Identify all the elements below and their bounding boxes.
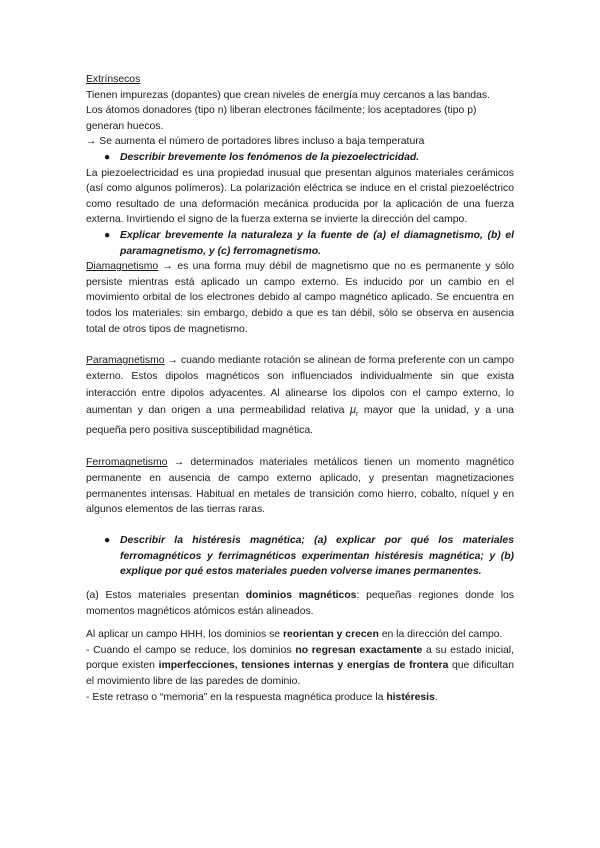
question-magnetismo: ● Explicar brevemente la naturaleza y la fuente de (a) el diamagnetismo, (b) el paramagnetismo, y (c) ferromagnetismo.	[104, 229, 514, 257]
bullet-icon: ●	[104, 535, 111, 547]
paragraph-piezoelectricidad: La piezoelectricidad es una propiedad inusual que presentan algunos materiales cerámicos (así como algunos polímeros). La polarización eléctrica se induce en el cristal piezoeléctrico como resultado de una deformación mecánica producida por la aplicación de una fuerza externa. Invirtiendo el signo de la fuerza externa se invierte la dirección del campo.	[86, 167, 514, 226]
term-diamagnetismo: Diamagnetismo	[86, 261, 159, 273]
paragraph-campo: Al aplicar un campo HHH, los dominios se reorientan y crecen en la dirección del campo.	[86, 629, 503, 641]
bullet-icon: ●	[104, 229, 111, 241]
paragraph-extrinsecos-1: Tienen impurezas (dopantes) que crean niveles de energía muy cercanos a las bandas.	[86, 89, 490, 101]
term-paramagnetismo: Paramagnetismo	[86, 354, 165, 366]
term-ferromagnetismo: Ferromagnetismo	[86, 457, 168, 469]
paragraph-reduccion: - Cuando el campo se reduce, los dominios no regresan exactamente a su estado inicial, porque existen imperfecciones, tensiones internas y energías de frontera que dificultan el movimiento libre de las paredes de dominio.	[86, 644, 515, 688]
paragraph-paramagnetismo: Paramagnetismo → cuando mediante rotación se alinean de forma preferente con un campo externo. Estos dipolos magnéticos son influenciados individualmente sin que exista interacción entre dipolos adyacentes. Al alinearse los dipolos con el campo externo, lo aumentan y dan origen a una permeabilidad relativa $\mu_r$ mayor que la unidad, y a una pequeña pero positiva susceptibilidad magnética.	[86, 354, 514, 437]
paragraph-memoria: - Este retraso o “memoria” en la respuesta magnética produce la histéresis.	[86, 691, 438, 703]
question-piezoelectricidad: ● Describir brevemente los fenómenos de la piezoelectricidad.	[86, 150, 514, 166]
heading-extrinsecos: Extrínsecos	[86, 74, 141, 85]
bullet-icon: ●	[104, 151, 111, 163]
paragraph-diamagnetismo: Diamagnetismo → es una forma muy débil de magnetismo que no es permanente y sólo persiste mientras está aplicado un campo externo. Es inducido por un cambio en el movimiento orbital de los electrones debido al campo magnético aplicado. Se encuentra en todos los materiales: sin embargo, debido a que es tan débil, sólo se observa en ausencia total de otros tipos de magnetismo.	[86, 261, 514, 335]
paragraph-extrinsecos-2: Los átomos donadores (tipo n) liberan electrones fácilmente; los aceptadores (tipo p) generan huecos.	[86, 105, 477, 132]
mu-symbol: μ	[350, 403, 357, 416]
paragraph-dominios: (a) Estos materiales presentan dominios magnéticos: pequeñas regiones donde los momentos magnéticos atómicos están alineados.	[86, 590, 514, 617]
paragraph-extrinsecos-3: → Se aumenta el número de portadores libres incluso a baja temperatura	[86, 136, 425, 148]
paragraph-ferromagnetismo: Ferromagnetismo → determinados materiales metálicos tienen un momento magnético permanente en ausencia de campo externo aplicado, y presentan magnetizaciones permanentes intensas. Habitual en metales de transición como hierro, cobalto, níquel y en algunos elementos de las tierras raras.	[86, 457, 514, 516]
question-histeresis: ● Describir la histéresis magnética; (a) explicar por qué los materiales ferromagnéticos y ferrimagnéticos experimentan histéresis magnética; y (b) explique por qué estos materiales pueden volverse imanes permanentes.	[104, 535, 514, 578]
